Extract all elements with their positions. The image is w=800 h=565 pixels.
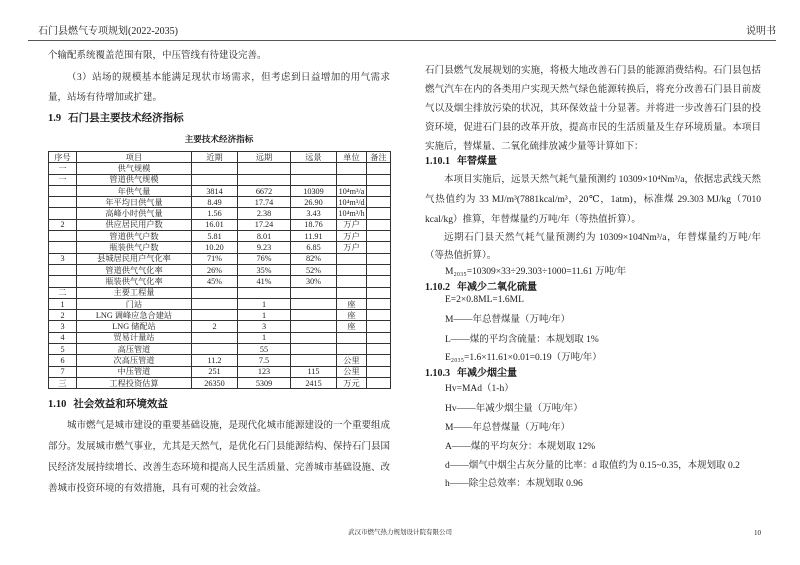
cell-item: 高峰小时供气量 <box>77 208 192 219</box>
cell-vision <box>291 332 337 343</box>
table-row <box>49 253 391 264</box>
table-row <box>49 242 391 253</box>
cell-remark <box>367 219 391 230</box>
cell-item: 门站 <box>77 298 192 309</box>
cell-remark <box>367 208 391 219</box>
cell-remark <box>367 377 391 388</box>
indicator-table <box>48 151 391 389</box>
cell-index <box>49 197 77 208</box>
cell-near-term: 1.56 <box>192 208 238 219</box>
cell-item: 县城居民用户气化率 <box>77 253 192 264</box>
cell-vision: 11.91 <box>291 231 337 242</box>
table-row <box>49 366 391 377</box>
paragraph-coal-vision: 本项目实施后，远景天然气耗气量预测约 10309×10⁴Nm³/a，依据忠武线天然气热值约为 33 MJ/m³(7881kcal/m³，20℃，1atm)，标准煤 29.303 MJ/kg（7010 kcal/kg）推算，年替煤量约万吨/年（等热值折算）。 <box>425 175 761 225</box>
cell-long-term: 7.5 <box>238 355 291 366</box>
cell-unit: 万户 <box>337 219 367 230</box>
cell-unit: 座 <box>337 321 367 332</box>
section-heading-1-9 <box>48 110 390 128</box>
cell-item: 贸易计量站 <box>77 332 192 343</box>
cell-index: 7 <box>49 366 77 377</box>
header-item: 项目 <box>77 152 192 163</box>
cell-index: 4 <box>49 332 77 343</box>
cell-long-term: 2.38 <box>238 208 291 219</box>
paragraph-social-benefit: 城市燃气是城市建设的重要基础设施，是现代化城市能源建设的一个重要组成部分。发展城市燃气事业，尤其是天然气，是优化石门县能源结构、保持石门县国民经济发展持续增长、改善生态环境和提高人民生活质量、完善城市基础设施、改善城市投资环境的有效措施，具有可观的社会效益。 <box>48 421 391 494</box>
header-long-term: 远期 <box>238 152 291 163</box>
cell-remark <box>367 253 391 264</box>
cell-near-term: 26350 <box>192 377 238 388</box>
cell-item: 年供气量 <box>77 185 192 196</box>
cell-item: 年平均日供气量 <box>77 197 192 208</box>
cell-vision <box>291 355 337 366</box>
cell-index: 6 <box>49 355 77 366</box>
cell-near-term: 11.2 <box>192 355 238 366</box>
cell-remark <box>367 287 391 298</box>
cell-remark <box>367 366 391 377</box>
table-row <box>49 310 391 321</box>
section-number: 1.10.1 <box>425 156 450 167</box>
cell-item: 供气规模 <box>77 163 192 174</box>
cell-item: 主要工程量 <box>77 287 192 298</box>
cell-index: 1 <box>49 298 77 309</box>
page-number: 10 <box>754 529 761 537</box>
paragraph-intro: 石门县燃气发展规划的实施，将极大地改善石门县的能源消费结构。石门县包括燃气汽车在内的各类用户实现天然气绿色能源转换后，将充分改善石门县目前废气以及烟尘排放污染的状况，其环保效益十分显著。并将进一步改善石门县的投资环境，促进石门县的改革开放，提高市民的生活质量及生存环境质量。本项目实施后，替煤量、二氧化硫排放减少量等计算如下： <box>425 66 761 152</box>
cell-near-term <box>192 163 238 174</box>
footer-company: 武汉市燃气热力规划设计院有限公司 <box>348 529 452 536</box>
table-row <box>49 264 391 275</box>
cell-unit: 10⁴m³/d <box>338 197 365 207</box>
cell-near-term: 251 <box>192 366 238 377</box>
so2-result: E₂₀₃₅=1.6×11.61×0.01=0.19（万吨/年） <box>445 353 602 363</box>
cell-item: 管道供气户数 <box>77 231 192 242</box>
table-row <box>49 163 391 174</box>
cell-remark <box>367 310 391 321</box>
document-type: 说明书 <box>746 26 776 37</box>
cell-vision <box>291 163 337 174</box>
section-title: 年减少二氧化硫量 <box>457 282 537 293</box>
header-index: 序号 <box>49 152 77 163</box>
cell-long-term: 1 <box>238 310 291 321</box>
cell-vision <box>291 344 337 355</box>
cell-long-term: 17.24 <box>238 219 291 230</box>
cell-long-term <box>238 163 291 174</box>
cell-unit <box>337 253 367 264</box>
cell-long-term: 1 <box>238 298 291 309</box>
cell-unit: 万户 <box>337 231 367 242</box>
cell-vision: 10309 <box>291 185 337 196</box>
cell-near-term: 8.49 <box>192 197 238 208</box>
section-number: 1.10.2 <box>425 282 450 293</box>
table-header-row <box>49 152 391 163</box>
cell-near-term: 71% <box>192 253 238 264</box>
cell-vision: 115 <box>291 366 337 377</box>
table-row <box>49 197 391 208</box>
paragraph-coal-long-term: 远期石门县天然气耗气量预测约为 10309×104Nm³/a，年替煤量约万吨/年（等热值折算）。 <box>425 233 761 261</box>
cell-unit: 座 <box>337 310 367 321</box>
table-row <box>49 219 391 230</box>
cell-near-term: 45% <box>192 276 238 287</box>
cell-long-term: 6672 <box>238 185 291 196</box>
cell-item: 次高压管道 <box>77 355 192 366</box>
table-row <box>49 231 391 242</box>
cell-long-term: 35% <box>238 264 291 275</box>
paragraph-item-3: （3）站场的规模基本能满足现状市场需求，但考虑到日益增加的用气需求量，站场有待增加或扩建。 <box>48 73 390 103</box>
cell-vision <box>291 287 337 298</box>
indicator-table-wrapper <box>48 151 390 389</box>
cell-long-term: 76% <box>238 253 291 264</box>
cell-item: 供应居民用户数 <box>77 219 192 230</box>
cell-vision: 52% <box>291 264 337 275</box>
cell-index: 一 <box>49 174 77 185</box>
cell-remark <box>367 242 391 253</box>
cell-long-term: 9.23 <box>238 242 291 253</box>
cell-remark <box>367 344 391 355</box>
formula-coal: M₂₀₃₅=10309×33÷29.303÷1000=11.61 万吨/年 <box>445 267 627 277</box>
cell-near-term <box>192 344 238 355</box>
cell-near-term: 26% <box>192 264 238 275</box>
table-row <box>49 344 391 355</box>
dust-definition: d——烟气中烟尘占灰分量的比率：d 取值约为 0.15~0.35，本规划取 0.2 <box>445 461 740 471</box>
table-row <box>49 298 391 309</box>
cell-vision: 18.76 <box>291 219 337 230</box>
cell-vision: 82% <box>291 253 337 264</box>
table-row <box>49 332 391 343</box>
section-number: 1.10.3 <box>425 368 450 379</box>
cell-unit <box>337 287 367 298</box>
cell-near-term <box>192 332 238 343</box>
cell-unit <box>337 344 367 355</box>
cell-long-term <box>238 174 291 185</box>
cell-unit <box>337 332 367 343</box>
cell-unit: 万元 <box>337 377 367 388</box>
document-title: 石门县燃气专项规划(2022-2035) <box>38 26 178 37</box>
section-title: 石门县主要技术经济指标 <box>68 113 184 124</box>
so2-definition: L——煤的平均含硫量：本规划取 1% <box>445 335 599 345</box>
cell-near-term <box>192 298 238 309</box>
cell-index: 2 <box>49 310 77 321</box>
cell-remark <box>367 276 391 287</box>
section-heading-1-10-1 <box>425 154 761 170</box>
dust-definition: h——除尘总效率：本规划取 0.96 <box>445 479 583 489</box>
cell-vision: 30% <box>291 276 337 287</box>
cell-index <box>49 208 77 219</box>
cell-item: 管道供气气化率 <box>77 264 192 275</box>
cell-near-term: 5.81 <box>192 231 238 242</box>
header-rule <box>28 40 776 41</box>
cell-index: 二 <box>49 287 77 298</box>
cell-vision <box>291 321 337 332</box>
cell-near-term <box>192 310 238 321</box>
cell-item: 高压管道 <box>77 344 192 355</box>
table-body <box>49 163 391 389</box>
table-row <box>49 321 391 332</box>
cell-index: 3 <box>49 253 77 264</box>
cell-long-term: 1 <box>238 332 291 343</box>
cell-remark <box>367 355 391 366</box>
cell-index <box>49 231 77 242</box>
table-row <box>49 287 391 298</box>
cell-index: 2 <box>49 219 77 230</box>
cell-vision <box>291 174 337 185</box>
cell-long-term: 41% <box>238 276 291 287</box>
cell-unit <box>337 163 367 174</box>
cell-unit: 万户 <box>337 242 367 253</box>
cell-index: 3 <box>49 321 77 332</box>
dust-definition: M——年总替煤量（万吨/年） <box>445 423 571 433</box>
table-caption: 主要技术经济指标 <box>184 134 254 144</box>
cell-index <box>49 276 77 287</box>
cell-index: 三 <box>49 377 77 388</box>
cell-long-term: 17.74 <box>238 197 291 208</box>
cell-near-term: 16.01 <box>192 219 238 230</box>
header-vision: 远景 <box>291 152 337 163</box>
so2-definition: M——年总替煤量（万吨/年） <box>445 315 571 325</box>
cell-near-term: 2 <box>192 321 238 332</box>
paragraph-continued: 个输配系统覆盖范围有限，中压管线有待建设完善。 <box>48 51 267 61</box>
cell-item: 中压管道 <box>77 366 192 377</box>
cell-vision <box>291 310 337 321</box>
cell-long-term <box>238 287 291 298</box>
cell-remark <box>367 163 391 174</box>
cell-remark <box>367 298 391 309</box>
cell-item: 管道供气规模 <box>77 174 192 185</box>
dust-definition: Hv——年减少烟尘量（万吨/年） <box>445 404 583 414</box>
cell-long-term: 8.01 <box>238 231 291 242</box>
cell-item: 瓶装供气户数 <box>77 242 192 253</box>
cell-long-term: 3 <box>238 321 291 332</box>
cell-vision <box>291 298 337 309</box>
header-unit: 单位 <box>337 152 367 163</box>
cell-long-term: 123 <box>238 366 291 377</box>
cell-item: LNG 储配站 <box>77 321 192 332</box>
cell-vision: 3.43 <box>291 208 337 219</box>
cell-remark <box>367 197 391 208</box>
cell-index <box>49 185 77 196</box>
header-near-term: 近期 <box>192 152 238 163</box>
cell-item: LNG 调峰应急合建站 <box>77 310 192 321</box>
cell-unit <box>337 276 367 287</box>
table-row <box>49 185 391 196</box>
section-heading-1-10 <box>48 396 390 414</box>
section-title: 年减少烟尘量 <box>457 368 517 379</box>
cell-vision: 6.85 <box>291 242 337 253</box>
cell-near-term <box>192 287 238 298</box>
cell-vision: 2415 <box>291 377 337 388</box>
cell-long-term: 5309 <box>238 377 291 388</box>
dust-formula: Hv=MAd（1-h） <box>445 384 514 394</box>
cell-near-term <box>192 174 238 185</box>
cell-unit: 公里 <box>337 366 367 377</box>
cell-unit: 10⁴m³/h <box>338 209 365 219</box>
cell-vision: 26.90 <box>291 197 337 208</box>
cell-long-term: 55 <box>238 344 291 355</box>
cell-index: 一 <box>49 163 77 174</box>
dust-definition: A——煤的平均灰分：本规划取 12% <box>445 442 596 452</box>
cell-index <box>49 242 77 253</box>
cell-unit: 座 <box>337 298 367 309</box>
table-row <box>49 276 391 287</box>
cell-remark <box>367 174 391 185</box>
cell-near-term: 10.20 <box>192 242 238 253</box>
cell-remark <box>367 185 391 196</box>
section-title: 社会效益和环境效益 <box>73 399 168 410</box>
section-number: 1.9 <box>48 113 62 124</box>
so2-formula: E=2×0.8ML=1.6ML <box>445 295 524 305</box>
cell-near-term: 3814 <box>192 185 238 196</box>
table-row <box>49 377 391 388</box>
cell-unit: 10⁴m³/a <box>337 185 367 196</box>
cell-unit <box>337 264 367 275</box>
table-row <box>49 355 391 366</box>
header-remark: 备注 <box>367 152 391 163</box>
section-title: 年替煤量 <box>457 156 497 167</box>
cell-item: 工程投资估算 <box>77 377 192 388</box>
table-row <box>49 208 391 219</box>
cell-index: 5 <box>49 344 77 355</box>
cell-remark <box>367 321 391 332</box>
cell-item: 瓶装供气气化率 <box>77 276 192 287</box>
cell-remark <box>367 264 391 275</box>
cell-index <box>49 264 77 275</box>
cell-remark <box>367 231 391 242</box>
section-number: 1.10 <box>48 399 67 410</box>
cell-remark <box>367 332 391 343</box>
cell-unit <box>337 174 367 185</box>
cell-unit: 公里 <box>337 355 367 366</box>
table-row <box>49 174 391 185</box>
